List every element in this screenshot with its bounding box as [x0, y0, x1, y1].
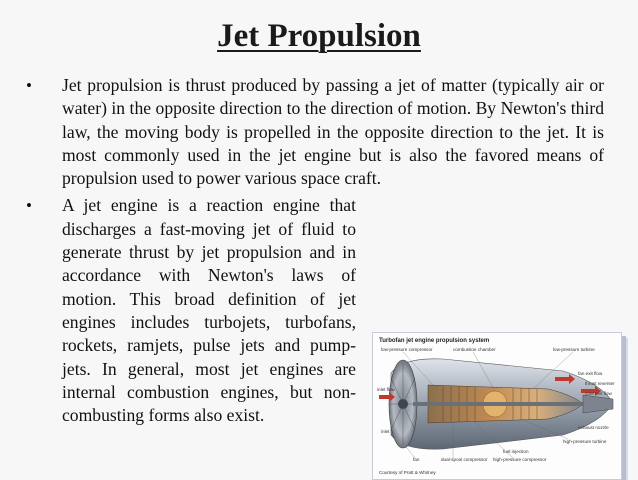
label-low-pressure-compressor: low-pressure compressor — [381, 347, 433, 352]
bullet-item — [26, 74, 604, 190]
bullet-text: Jet propulsion is thrust produced by passing a jet of matter (typically air or water) in the opposite direction to the direction of motion. By Newton's third law, the moving body is propelled in the opposite direction to the jet. It is most commonly used in the jet engine but is also the favored means of propulsion used to power various space craft. — [62, 75, 604, 189]
bullet-text: A jet engine is a reaction engine that discharges a fast-moving jet of fluid to generate thrust by jet propulsion and in accordance with Newton's laws of motion. This broad definition of jet engines includes turbojets, turbofans, rockets, ramjets, pulse jets and pump-jets. In general, most jet engines are internal combustion engines, but non-combusting forms also exist. — [62, 195, 356, 426]
bullet-marker: • — [26, 196, 32, 216]
label-high-pressure-turbine: high-pressure turbine — [563, 439, 607, 444]
label-fuel-injection: fuel injection — [503, 449, 529, 454]
label-combustion-chamber: combustion chamber — [453, 347, 496, 352]
label-thrust-reverser: thrust reverser — [585, 381, 615, 386]
engine-diagram-svg — [373, 333, 621, 479]
label-core-exit-flow: core exit flow — [585, 391, 612, 396]
label-low-pressure-turbine: low-pressure turbine — [553, 347, 595, 352]
diagram-credit: Courtesy of Pratt & Whitney — [379, 470, 436, 475]
slide-title: Jet Propulsion — [217, 18, 421, 54]
label-inlet-flow: inlet flow — [377, 387, 395, 392]
label-inlet: inlet — [381, 429, 390, 434]
engine-diagram — [372, 332, 622, 480]
label-fan: fan — [413, 457, 420, 462]
diagram-title: Turbofan jet engine propulsion system — [379, 338, 490, 344]
label-fan-exit-flow: fan exit flow — [578, 371, 603, 376]
label-dual-spool-compressor: dual-spool compressor — [441, 457, 488, 462]
bullet-marker: • — [26, 76, 32, 95]
label-exhaust-nozzle: exhaust nozzle — [578, 425, 609, 430]
label-high-pressure-compressor: high-pressure compressor — [493, 457, 547, 462]
